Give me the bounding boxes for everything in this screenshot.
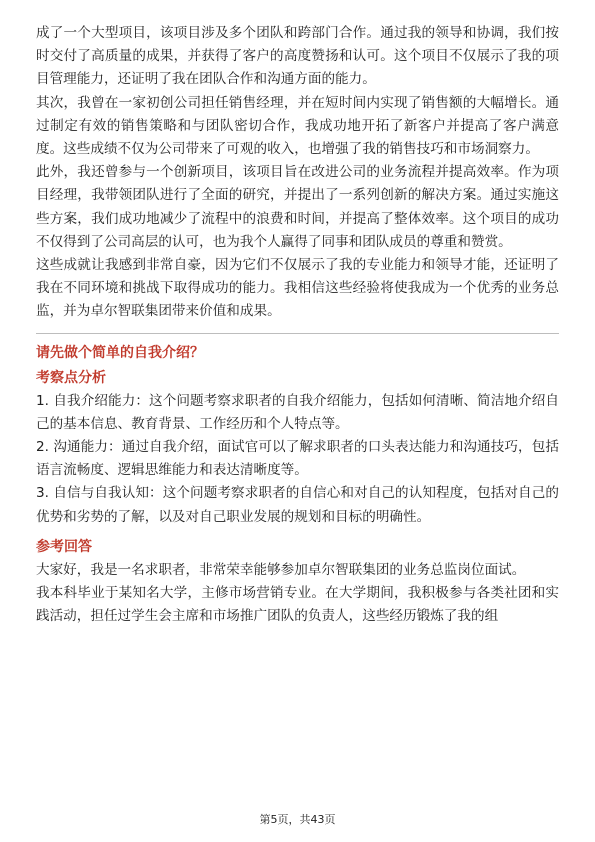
body-paragraph: 这些成就让我感到非常自豪，因为它们不仅展示了我的专业能力和领导才能，还证明了我在不同环境和挑战下取得成功的能力。我相信这些经验将使我成为一个优秀的业务总监，并为卓尔智联集团带来价值和成果。 bbox=[36, 257, 559, 320]
question-title: 请先做个简单的自我介绍？ bbox=[36, 344, 204, 361]
analysis-item: 1. 自我介绍能力：这个问题考察求职者的自我介绍能力，包括如何清晰、简洁地介绍自己的基本信息、教育背景、工作经历和个人特点等。 bbox=[36, 392, 559, 432]
reference-paragraph: 我本科毕业于某知名大学，主修市场营销专业。在大学期间，我积极参与各类社团和实践活动，担任过学生会主席和市场推广团队的负责人，这些经历锻炼了我的组 bbox=[36, 585, 559, 625]
body-paragraph: 其次，我曾在一家初创公司担任销售经理，并在短时间内实现了销售额的大幅增长。通过制定有效的销售策略和与团队密切合作，我成功地开拓了新客户并提高了客户满意度。这些成绩不仅为公司带来了可观的收入，也增强了我的销售技巧和市场洞察力。 bbox=[36, 94, 559, 158]
page-content bbox=[36, 22, 559, 628]
reference-paragraph: 大家好，我是一名求职者，非常荣幸能够参加卓尔智联集团的业务总监岗位面试。 bbox=[36, 561, 526, 578]
reference-heading: 参考回答 bbox=[36, 538, 92, 555]
analysis-heading: 考察点分析 bbox=[36, 369, 106, 386]
section-divider bbox=[36, 333, 559, 334]
body-paragraph: 此外，我还曾参与一个创新项目，该项目旨在改进公司的业务流程并提高效率。作为项目经理，我带领团队进行了全面的研究，并提出了一系列创新的解决方案。通过实施这些方案，我们成功地减少了流程中的浪费和时间，并提高了整体效率。这个项目的成功不仅得到了公司高层的认可，也为我个人赢得了同事和团队成员的尊重和赞赏。 bbox=[36, 164, 559, 250]
page-number: 第5页，共43页 bbox=[259, 813, 336, 826]
analysis-item: 2. 沟通能力：通过自我介绍，面试官可以了解求职者的口头表达能力和沟通技巧，包括语言流畅度、逻辑思维能力和表达清晰度等。 bbox=[36, 439, 559, 479]
body-paragraph: 成了一个大型项目，该项目涉及多个团队和跨部门合作。通过我的领导和协调，我们按时交付了高质量的成果，并获得了客户的高度赞扬和认可。这个项目不仅展示了我的项目管理能力，还证明了我在团队合作和沟通方面的能力。 bbox=[36, 25, 559, 88]
analysis-item: 3. 自信与自我认知：这个问题考察求职者的自信心和对自己的认知程度，包括对自己的优势和劣势的了解，以及对自己职业发展的规划和目标的明确性。 bbox=[36, 485, 559, 525]
